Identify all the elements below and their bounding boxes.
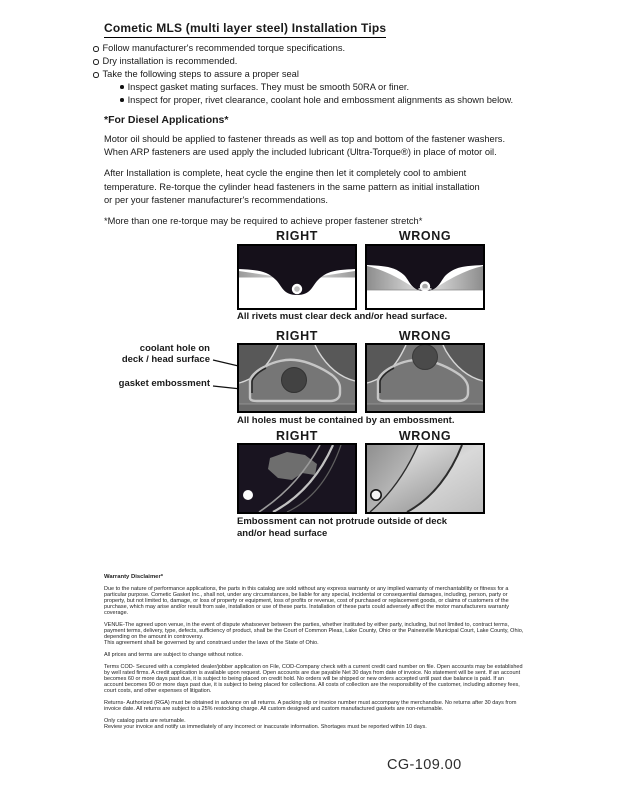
- diagram-caption: [237, 516, 447, 539]
- open-bullet-icon: [93, 59, 99, 65]
- page-title: Cometic MLS (multi layer steel) Installation Tips: [104, 21, 386, 38]
- paragraph: [104, 167, 534, 207]
- legal-paragraph: Due to the nature of performance applications, the parts in this catalog are sold without any express warranty or any implied warranty of merchantability or fitness for a particular purpose. Cometic Gasket Inc., shall not, under any circumstances, be liable for any special, incidental or consequential damages, including, person, party or property, but not limited to, damage, or loss of property or equipment, loss of profits or revenue, cost of purchased or replacement goods, or claims of customers of the purchase, which may arise and/or result from sale, installation or use of these parts. Installation of these parts could adversely affect the motor manufacturers warranty coverage.: [104, 586, 509, 616]
- rivet-wrong-diagram: [365, 244, 485, 310]
- list-item: [120, 95, 513, 108]
- paragraph-line: Motor oil should be applied to fastener threads as well as top and bottom of the fastener washers.: [104, 134, 506, 144]
- paragraph-line: After Installation is complete, heat cycle the engine then let it completely cool to ambient: [104, 168, 467, 179]
- retorque-note: *More than one re-torque may be required to achieve proper fastener stretch*: [104, 216, 423, 227]
- legal-paragraph: [104, 622, 524, 646]
- tip-text: Take the following steps to assure a proper seal: [102, 69, 299, 79]
- tip-text: Follow manufacturer's recommended torque specifications.: [102, 43, 346, 53]
- paragraph-line: temperature. Re-torque the cylinder head fasteners in the same pattern as initial installation: [104, 181, 480, 192]
- paragraph: [104, 133, 534, 159]
- paragraph-line: or per your fastener manufacturer's recommendations.: [104, 194, 328, 205]
- page-code: CG-109.00: [387, 757, 462, 773]
- wrong-label: WRONG: [398, 429, 452, 443]
- paragraph-line: When ARP fasteners are used apply the included lubricant (Ultra-Torque®) in place of motor oil.: [104, 147, 497, 158]
- list-item: [93, 56, 513, 69]
- legal-text: Review your invoice and notify us immediately of any incorrect or inaccurate information. Shortages must be reported within 10 days.: [104, 724, 427, 730]
- right-label: RIGHT: [276, 429, 318, 443]
- right-label: RIGHT: [276, 329, 318, 343]
- annotation-line: coolant hole on: [139, 343, 210, 354]
- list-item: [93, 69, 513, 82]
- filled-bullet-icon: [120, 98, 124, 102]
- warranty-disclaimer-heading: Warranty Disclaimer*: [104, 574, 164, 580]
- legal-text: Only catalog parts are returnable.: [104, 718, 186, 724]
- annotation-line: deck / head surface: [121, 353, 210, 365]
- diagram-caption: All rivets must clear deck and/or head surface.: [237, 311, 448, 322]
- diagram-caption: All holes must be contained by an embossment.: [237, 415, 455, 426]
- wrong-label: WRONG: [398, 229, 452, 243]
- list-item: [120, 82, 513, 95]
- legal-paragraph: [104, 718, 524, 730]
- open-bullet-icon: [93, 46, 99, 52]
- caption-line: and/or head surface: [237, 527, 328, 539]
- annotation-line: gasket embossment: [118, 378, 210, 389]
- gasket-embossment-annotation: [100, 379, 210, 390]
- diesel-section: [104, 114, 534, 226]
- wrong-label: WRONG: [398, 329, 452, 343]
- list-item: [93, 43, 513, 56]
- tip-text: Inspect for proper, rivet clearance, coolant hole and embossment alignments as shown below.: [127, 95, 514, 105]
- coolant-hole-right-diagram: [237, 343, 357, 413]
- coolant-hole-annotation: [100, 344, 210, 365]
- tip-text: Dry installation is recommended.: [102, 56, 238, 66]
- tip-text: Inspect gasket mating surfaces. They must be smooth 50RA or finer.: [127, 82, 410, 92]
- legal-paragraph: Terms COD- Secured with a completed dealer/jobber application on File, COD-Company check with a current credit card number on file. Open accounts may be established by well rated firms. A credit application is available upon request. Open accounts are due payable Net 30 days from date of invoice. No statement will be sent. If an account becomes 60 or more days past due, it is subject to being placed on credit hold. No orders will be shipped or new orders accepted until past due balance is paid. If an account becomes 90 or more days past due, it is subject to being placed for collections. All costs of collection are the responsibility of the customer, including attorney fees, court costs, and other expenses of litigation.: [104, 664, 523, 694]
- filled-bullet-icon: [120, 85, 124, 89]
- legal-paragraph: All prices and terms are subject to change without notice.: [104, 652, 244, 658]
- legal-text: This agreement shall be governed by and construed under the laws of the State of Ohio.: [104, 640, 319, 646]
- caption-line: Embossment can not protrude outside of deck: [237, 516, 448, 527]
- legal-section: [104, 574, 524, 736]
- legal-paragraph: Returns- Authorized (RGA) must be obtained in advance on all returns. A packing slip or invoice number must accompany the merchandise. No returns after 30 days from invoice date. All returns are subject to a 25% restocking charge. All custom designed and custom manufactured gaskets are non-returnable.: [104, 700, 517, 712]
- rivet-right-diagram: [237, 244, 357, 310]
- open-bullet-icon: [93, 72, 99, 78]
- section-heading: *For Diesel Applications*: [104, 114, 229, 126]
- embossment-right-diagram: [237, 443, 357, 514]
- coolant-hole-wrong-diagram: [365, 343, 485, 413]
- installation-tips-list: [93, 43, 513, 108]
- right-label: RIGHT: [276, 229, 318, 243]
- embossment-wrong-diagram: [365, 443, 485, 514]
- legal-text: VENUE-The agreed upon venue, in the event of dispute whatsoever between the parties, whether instituted by either party, including, but not limited to, contract terms, payment terms, delivery, type, defects, sufficiency of product, shall be the Court of Common Pleas, Lake County, Ohio or the Painesville Municipal Court, Lake County, Ohio, depending on the amount in controversy.: [104, 622, 524, 640]
